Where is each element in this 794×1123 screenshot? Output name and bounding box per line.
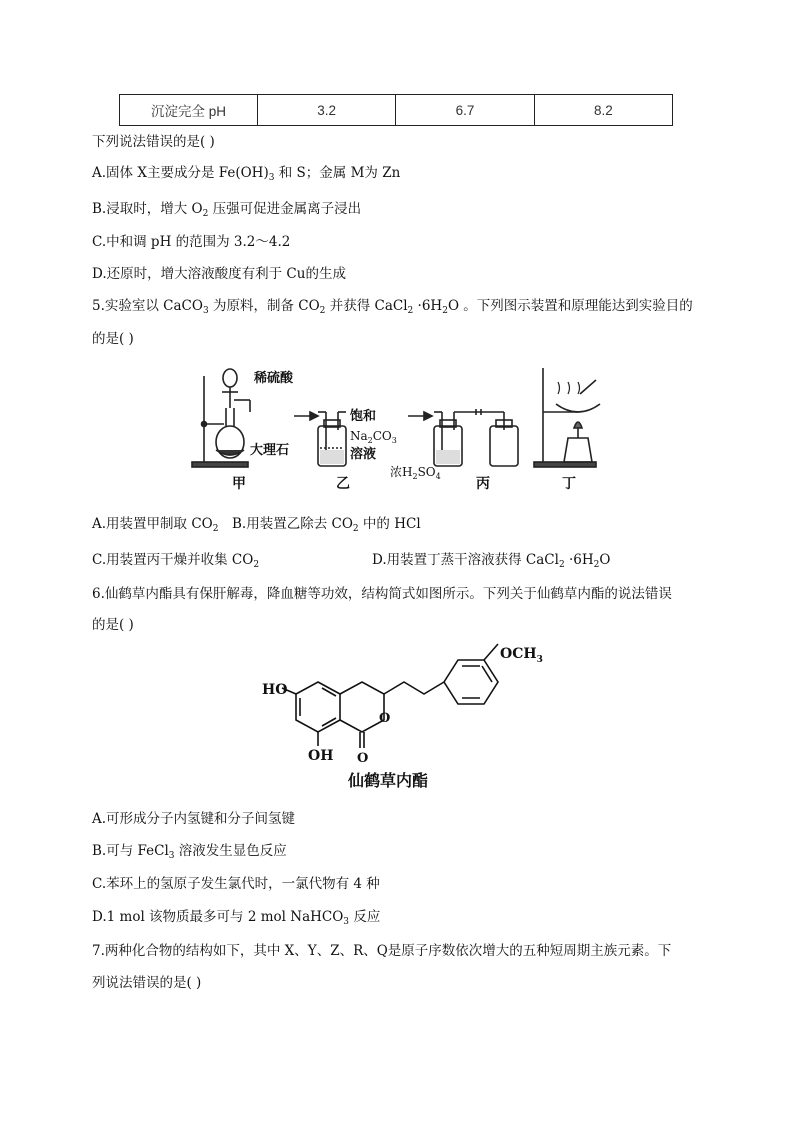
label-ding: 丁	[562, 476, 576, 492]
q5-option-b: B.用装置乙除去 $CO_2$ 中的 HCl	[232, 516, 421, 534]
label-yi: 乙	[336, 476, 350, 492]
apparatus-figure	[186, 364, 606, 494]
structure-caption: 仙鹤草内酯	[348, 771, 429, 790]
acid-label: 稀硫酸	[254, 371, 294, 386]
table-row	[120, 95, 673, 126]
q5-stem-line1: 5.实验室以 CaCO$_3$ 为原料，制备 $CO_2$ 并获得 CaCl$_2$ $\cdot 6H_2O$ 。下列图示装置和原理能达到实验目的	[92, 298, 693, 316]
q6-stem-line1: 6.仙鹤草内酯具有保肝解毒，降血糖等功效，结构简式如图所示。下列关于仙鹤草内酯的说法错误	[92, 586, 672, 602]
table-cell: 3.2	[258, 95, 396, 126]
solution-label: 溶液	[350, 447, 377, 462]
q5-stem-line2: 的是( )	[92, 331, 134, 347]
na2co3-label: $Na_2CO_3$	[350, 429, 397, 445]
q6-option-d: D.1 mol 该物质最多可与 2 mol NaHCO$_3$ 反应	[92, 909, 381, 927]
q4-option-d: D.还原时，增大溶液酸度有利于 Cu的生成	[92, 266, 346, 282]
q7-stem-line1: 7.两种化合物的结构如下，其中 X、Y、Z、R、Q是原子序数依次增大的五种短周期主族元素。下	[92, 943, 672, 959]
carbonyl-oxygen-label: O	[357, 751, 369, 766]
table-cell: 8.2	[534, 95, 672, 126]
och3-label: $OCH_3$	[500, 646, 543, 665]
structure-figure	[258, 642, 548, 792]
table-cell: 6.7	[396, 95, 534, 126]
q5-option-c: C.用装置丙干燥并收集 $CO_2$	[92, 552, 260, 570]
q4-stem: 下列说法错误的是( )	[92, 134, 215, 150]
q6-option-c: C.苯环上的氢原子发生氯代时，一氯代物有 4 种	[92, 876, 380, 892]
q4-option-b: B.浸取时，增大 $O_2$ 压强可促进金属离子浸出	[92, 201, 362, 219]
ph-table	[119, 94, 673, 126]
q6-option-b: B.可与 FeCl$_3$ 溶液发生显色反应	[92, 843, 287, 861]
molecule-structure	[258, 642, 548, 792]
label-bing: 丙	[476, 476, 490, 492]
ho-label: HO	[262, 682, 288, 698]
ring-oxygen-label: O	[379, 711, 391, 726]
q7-stem-line2: 列说法错误的是( )	[92, 975, 202, 991]
oh-label: OH	[308, 748, 334, 764]
apparatus-diagram	[186, 364, 606, 494]
q4-option-a: A.固体 X主要成分是 $Fe(OH)_3$ 和 S；金属 M为 Zn	[92, 165, 401, 183]
q6-option-a: A.可形成分子内氢键和分子间氢键	[92, 811, 296, 827]
q6-stem-line2: 的是( )	[92, 617, 134, 633]
saturated-label: 饱和	[350, 409, 377, 424]
q5-option-d: D.用装置丁蒸干溶液获得 CaCl$_2$ $\cdot 6H_2O$	[372, 552, 611, 570]
q4-option-c: C.中和调 pH 的范围为 3.2～4.2	[92, 234, 291, 250]
conc-h2so4-label: 浓$H_2SO_4$	[390, 465, 441, 481]
table-row-label: 沉淀完全 pH	[120, 95, 258, 126]
label-jia: 甲	[232, 476, 246, 492]
marble-label: 大理石	[250, 443, 290, 458]
q5-option-a: A.用装置甲制取 $CO_2$	[92, 516, 219, 534]
